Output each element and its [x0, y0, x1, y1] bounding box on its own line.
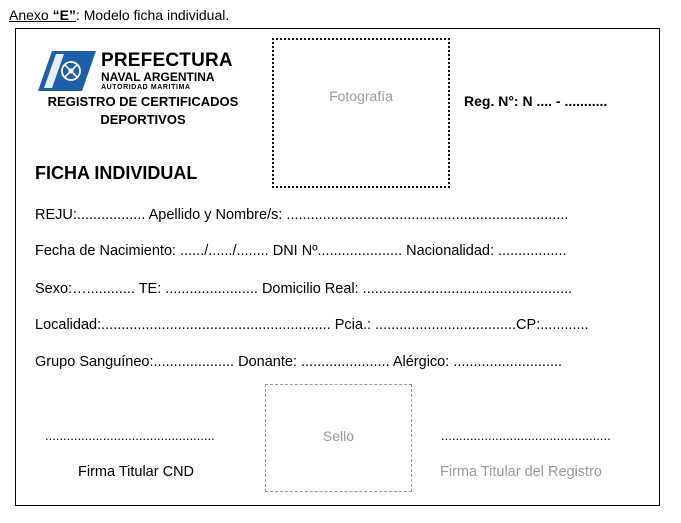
registry-title: REGISTRO DE CERTIFICADOS DEPORTIVOS [47, 94, 239, 127]
field-row-blood: Grupo Sanguíneo:.................... Donante: ...................... Alérgico: ........................... [35, 354, 563, 370]
field-row-sex: Sexo:…............ TE: ....................... Domicilio Real: .................................................... [35, 281, 573, 297]
field-row-locality: Localidad:......................................................... Pcia.: ...................................CP:............ [35, 317, 589, 333]
field-row-birth: Fecha de Nacimiento: ....../....../........ DNI Nº..................... Nacionalidad: ................. [35, 243, 567, 259]
signature-label-cnd: Firma Titular CND [78, 464, 195, 480]
photo-label: Fotografía [329, 88, 393, 104]
annex-rest: : Modelo ficha individual. [75, 7, 230, 23]
org-line-3: AUTORIDAD MARITIMA [101, 84, 191, 91]
org-line-1: PREFECTURA [101, 50, 233, 71]
seal-label: Sello [322, 428, 355, 444]
form-title: FICHA INDIVIDUAL [35, 163, 198, 183]
registration-number: Reg. N°: N .... - ........... [464, 93, 608, 109]
annex-caption [9, 7, 229, 23]
org-line-2: NAVAL ARGENTINA [101, 70, 215, 84]
photo-box [272, 38, 450, 188]
prefectura-logo-icon [38, 51, 96, 91]
signature-label-registry: Firma Titular del Registro [440, 464, 602, 480]
signature-line-registry: ............................................... [441, 428, 611, 443]
organization-name [101, 51, 233, 91]
field-row-reju: REJU:................. Apellido y Nombre/s: ...................................................................... [35, 207, 569, 223]
annex-letter: “E” [52, 7, 76, 23]
signature-line-cnd: ............................................... [45, 428, 215, 443]
annex-prefix: Anexo [9, 7, 53, 23]
